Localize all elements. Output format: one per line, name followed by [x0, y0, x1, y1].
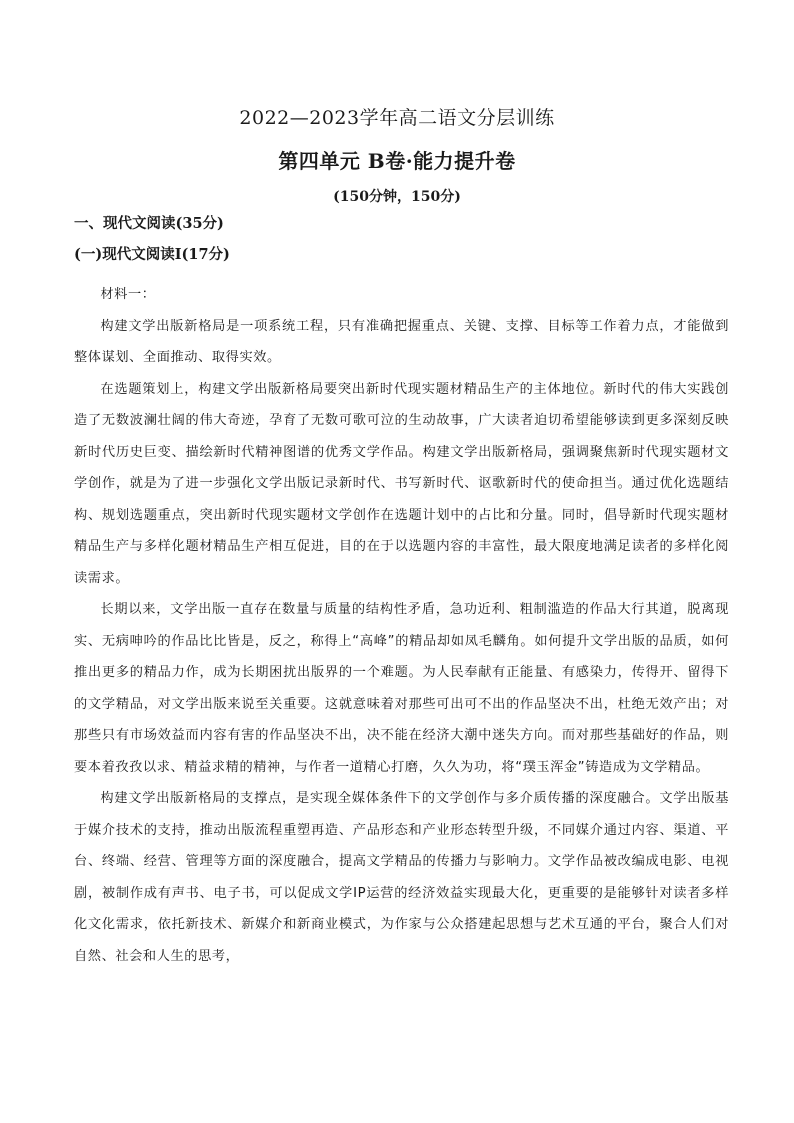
- document-title: 2022—2023学年高二语文分层训练: [239, 107, 555, 129]
- paragraph: 长期以来，文学出版一直存在数量与质量的结构性矛盾，急功近利、粗制滥造的作品大行其道，脱离现实、无病呻吟的作品比比皆是，反之，称得上“高峰”的精品却如凤毛麟角。如何提升文学出版的品质，如何推出更多的精品力作，成为长期困扰出版界的一个难题。为人民奉献有正能量、有感染力，传得开、留得下的文学精品，对文学出版来说至关重要。这就意味着对那些可出可不出的作品坚决不出，杜绝无效产出；对那些只有市场效益而内容有害的作品坚决不出，决不能在经济大潮中迷失方向。而对那些基础好的作品，则要本着孜孜以求、精益求精的精神，与作者一道精心打磨，久久为功，将“璞玉浑金”铸造成为文学精品。: [74, 602, 729, 775]
- document-subtitle: 第四单元 B卷·能力提升卷: [278, 149, 516, 173]
- exam-timing: (150分钟，150分): [333, 189, 461, 205]
- paragraph: 在选题策划上，构建文学出版新格局要突出新时代现实题材精品生产的主体地位。新时代的伟大实践创造了无数波澜壮阔的伟大奇迹，孕育了无数可歌可泣的生动故事，广大读者迫切希望能够读到更多深刻反映新时代历史巨变、描绘新时代精神图谱的优秀文学作品。构建文学出版新格局，强调聚焦新时代现实题材文学创作，就是为了进一步强化文学出版记录新时代、书写新时代、讴歌新时代的使命担当。通过优化选题结构、规划选题重点，突出新时代现实题材文学创作在选题计划中的占比和分量。同时，倡导新时代现实题材精品生产与多样化题材精品生产相互促进，目的在于以选题内容的丰富性，最大限度地满足读者的多样化阅读需求。: [74, 381, 729, 586]
- sub-section-heading: (一)现代文阅读Ⅰ(17分): [74, 246, 230, 263]
- paragraph: 构建文学出版新格局的支撑点，是实现全媒体条件下的文学创作与多介质传播的深度融合。文学出版基于媒介技术的支持，推动出版流程重塑再造、产品形态和产业形态转型升级，不同媒介通过内容、渠道、平台、终端、经营、管理等方面的深度融合，提高文学精品的传播力与影响力。文学作品被改编成电影、电视剧，被制作成有声书、电子书，可以促成文学IP运营的经济效益实现最大化，更重要的是能够针对读者多样化文化需求，依托新技术、新媒介和新商业模式，为作家与公众搭建起思想与艺术互通的平台，聚合人们对自然、社会和人生的思考，: [74, 791, 729, 964]
- paragraph: 构建文学出版新格局是一项系统工程，只有准确把握重点、关键、支撑、目标等工作着力点，才能做到整体谋划、全面推动、取得实效。: [74, 318, 729, 365]
- section-heading: 一、现代文阅读(35分): [74, 215, 224, 232]
- reading-passage: [74, 279, 729, 972]
- material-label: 材料一：: [100, 287, 156, 302]
